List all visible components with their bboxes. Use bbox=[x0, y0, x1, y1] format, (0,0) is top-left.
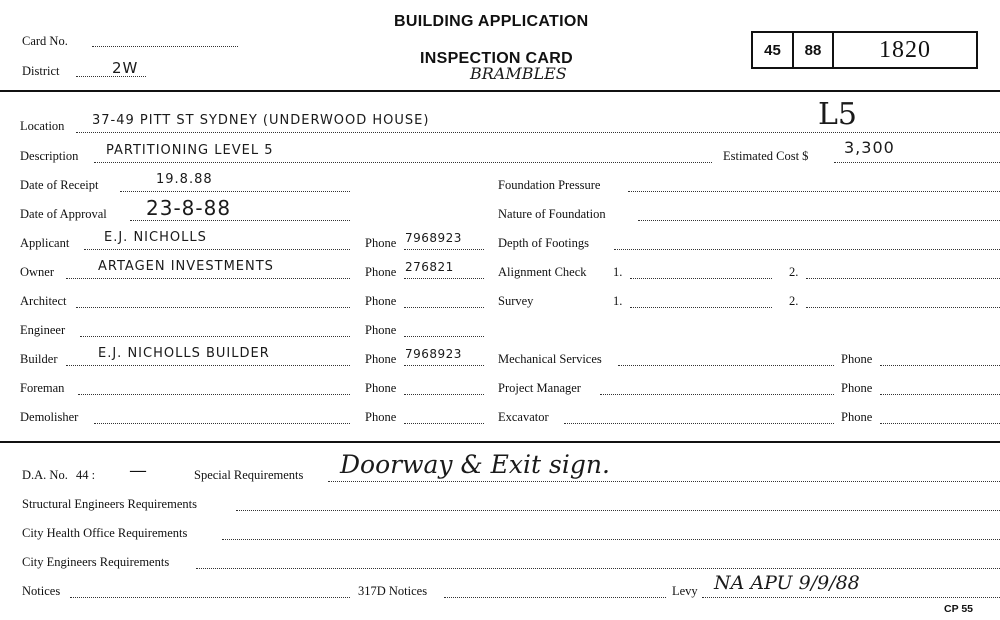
pm-field[interactable] bbox=[600, 394, 834, 395]
structural-label: Structural Engineers Requirements bbox=[22, 497, 197, 511]
applicant-field bbox=[84, 249, 350, 250]
health-label: City Health Office Requirements bbox=[22, 526, 188, 540]
owner-field bbox=[66, 278, 350, 279]
applicant-label: Applicant bbox=[20, 236, 70, 250]
description-value[interactable]: PARTITIONING LEVEL 5 bbox=[106, 143, 274, 158]
owner-label: Owner bbox=[20, 265, 55, 279]
survey-num-2: 2. bbox=[789, 294, 799, 308]
special-value[interactable]: Doorway & Exit sign. bbox=[340, 450, 610, 479]
applicant-phone-label: Phone bbox=[365, 236, 397, 250]
footings-field[interactable] bbox=[614, 249, 1000, 250]
demolisher-phone-label: Phone bbox=[365, 410, 397, 424]
foundation-pressure-label: Foundation Pressure bbox=[498, 178, 601, 192]
card-no-field[interactable] bbox=[92, 46, 238, 47]
mechanical-phone-field[interactable] bbox=[880, 365, 1000, 366]
da-dash[interactable]: — bbox=[130, 462, 146, 479]
da-label: D.A. No. bbox=[22, 468, 68, 482]
receipt-value[interactable]: 19.8.88 bbox=[156, 172, 213, 187]
nature-field[interactable] bbox=[638, 220, 1000, 221]
receipt-field bbox=[120, 191, 350, 192]
foreman-label: Foreman bbox=[20, 381, 65, 395]
alignment-num-1: 1. bbox=[613, 265, 623, 279]
estimated-cost-value[interactable]: 3,300 bbox=[844, 138, 895, 157]
builder-label: Builder bbox=[20, 352, 58, 366]
survey-field-2[interactable] bbox=[806, 307, 1000, 308]
ref-box-3-value: 1820 bbox=[879, 36, 931, 63]
title-annotation: BRAMBLES bbox=[470, 64, 567, 83]
location-annotation: L5 bbox=[818, 97, 858, 132]
architect-phone-field[interactable] bbox=[404, 307, 484, 308]
architect-field[interactable] bbox=[76, 307, 350, 308]
owner-phone-label: Phone bbox=[365, 265, 397, 279]
demolisher-field[interactable] bbox=[94, 423, 350, 424]
pm-phone-field[interactable] bbox=[880, 394, 1000, 395]
estimated-cost-label: Estimated Cost $ bbox=[723, 149, 809, 163]
location-field bbox=[76, 132, 1000, 133]
mechanical-field[interactable] bbox=[618, 365, 834, 366]
builder-phone-field bbox=[404, 365, 484, 366]
location-label: Location bbox=[20, 119, 65, 133]
demolisher-phone-field[interactable] bbox=[404, 423, 484, 424]
foundation-pressure-field[interactable] bbox=[628, 191, 1000, 192]
alignment-field-2[interactable] bbox=[806, 278, 1000, 279]
receipt-label: Date of Receipt bbox=[20, 178, 99, 192]
owner-value[interactable]: ARTAGEN INVESTMENTS bbox=[98, 259, 274, 274]
levy-field bbox=[702, 597, 1000, 598]
da-value: 44 : bbox=[76, 468, 96, 482]
demolisher-label: Demolisher bbox=[20, 410, 79, 424]
ref-box-3 bbox=[832, 31, 978, 69]
special-label: Special Requirements bbox=[194, 468, 304, 482]
location-value[interactable]: 37-49 PITT ST SYDNEY (UNDERWOOD HOUSE) bbox=[92, 113, 430, 128]
levy-value[interactable]: NA APU 9/9/88 bbox=[714, 572, 860, 594]
builder-phone-value[interactable]: 7968923 bbox=[405, 347, 462, 361]
survey-field-1[interactable] bbox=[630, 307, 772, 308]
description-label: Description bbox=[20, 149, 79, 163]
applicant-phone-field bbox=[404, 249, 484, 250]
excavator-label: Excavator bbox=[498, 410, 549, 424]
special-field bbox=[328, 481, 1000, 482]
pm-phone-label: Phone bbox=[841, 381, 873, 395]
architect-phone-label: Phone bbox=[365, 294, 397, 308]
excavator-phone-field[interactable] bbox=[880, 423, 1000, 424]
builder-field bbox=[66, 365, 350, 366]
engineer-field[interactable] bbox=[80, 336, 350, 337]
survey-num-1: 1. bbox=[613, 294, 623, 308]
card-no-label: Card No. bbox=[22, 34, 68, 48]
mechanical-label: Mechanical Services bbox=[498, 352, 602, 366]
notices-317d-field[interactable] bbox=[444, 597, 666, 598]
main-divider bbox=[0, 441, 1000, 443]
approval-value[interactable]: 23-8-88 bbox=[146, 196, 232, 220]
builder-value[interactable]: E.J. NICHOLLS BUILDER bbox=[98, 346, 270, 361]
estimated-cost-field bbox=[834, 162, 1000, 163]
description-field bbox=[94, 162, 712, 163]
excavator-field[interactable] bbox=[564, 423, 834, 424]
ref-box-2-value: 88 bbox=[804, 41, 822, 59]
ref-box-1-value: 45 bbox=[764, 41, 781, 59]
builder-phone-label: Phone bbox=[365, 352, 397, 366]
health-field[interactable] bbox=[222, 539, 1000, 540]
notices-field[interactable] bbox=[70, 597, 350, 598]
engineer-phone-field[interactable] bbox=[404, 336, 484, 337]
header-divider bbox=[0, 90, 1000, 92]
engineer-label: Engineer bbox=[20, 323, 66, 337]
mechanical-phone-label: Phone bbox=[841, 352, 873, 366]
survey-label: Survey bbox=[498, 294, 534, 308]
alignment-num-2: 2. bbox=[789, 265, 799, 279]
nature-label: Nature of Foundation bbox=[498, 207, 606, 221]
foreman-field[interactable] bbox=[78, 394, 350, 395]
notices-label: Notices bbox=[22, 584, 61, 598]
applicant-phone-value[interactable]: 7968923 bbox=[405, 231, 462, 245]
district-label: District bbox=[22, 64, 60, 78]
applicant-value[interactable]: E.J. NICHOLLS bbox=[104, 230, 207, 245]
alignment-field-1[interactable] bbox=[630, 278, 772, 279]
form-code: CP 55 bbox=[944, 603, 973, 615]
approval-field bbox=[130, 220, 350, 221]
engineer-phone-label: Phone bbox=[365, 323, 397, 337]
footings-label: Depth of Footings bbox=[498, 236, 589, 250]
excavator-phone-label: Phone bbox=[841, 410, 873, 424]
foreman-phone-label: Phone bbox=[365, 381, 397, 395]
notices-317d-label: 317D Notices bbox=[358, 584, 428, 598]
city-engineers-label: City Engineers Requirements bbox=[22, 555, 170, 569]
card-title-line1: BUILDING APPLICATION bbox=[394, 13, 589, 30]
foreman-phone-field[interactable] bbox=[404, 394, 484, 395]
ref-box-2 bbox=[792, 31, 834, 69]
district-value[interactable]: 2W bbox=[112, 59, 139, 77]
levy-label: Levy bbox=[672, 584, 698, 598]
city-engineers-field[interactable] bbox=[196, 568, 1000, 569]
architect-label: Architect bbox=[20, 294, 67, 308]
ref-box-1 bbox=[751, 31, 794, 69]
structural-field[interactable] bbox=[236, 510, 1000, 511]
alignment-label: Alignment Check bbox=[498, 265, 587, 279]
owner-phone-field bbox=[404, 278, 484, 279]
approval-label: Date of Approval bbox=[20, 207, 107, 221]
pm-label: Project Manager bbox=[498, 381, 581, 395]
owner-phone-value[interactable]: 276821 bbox=[405, 260, 454, 274]
card-title-line2: INSPECTION CARD bbox=[420, 50, 573, 67]
